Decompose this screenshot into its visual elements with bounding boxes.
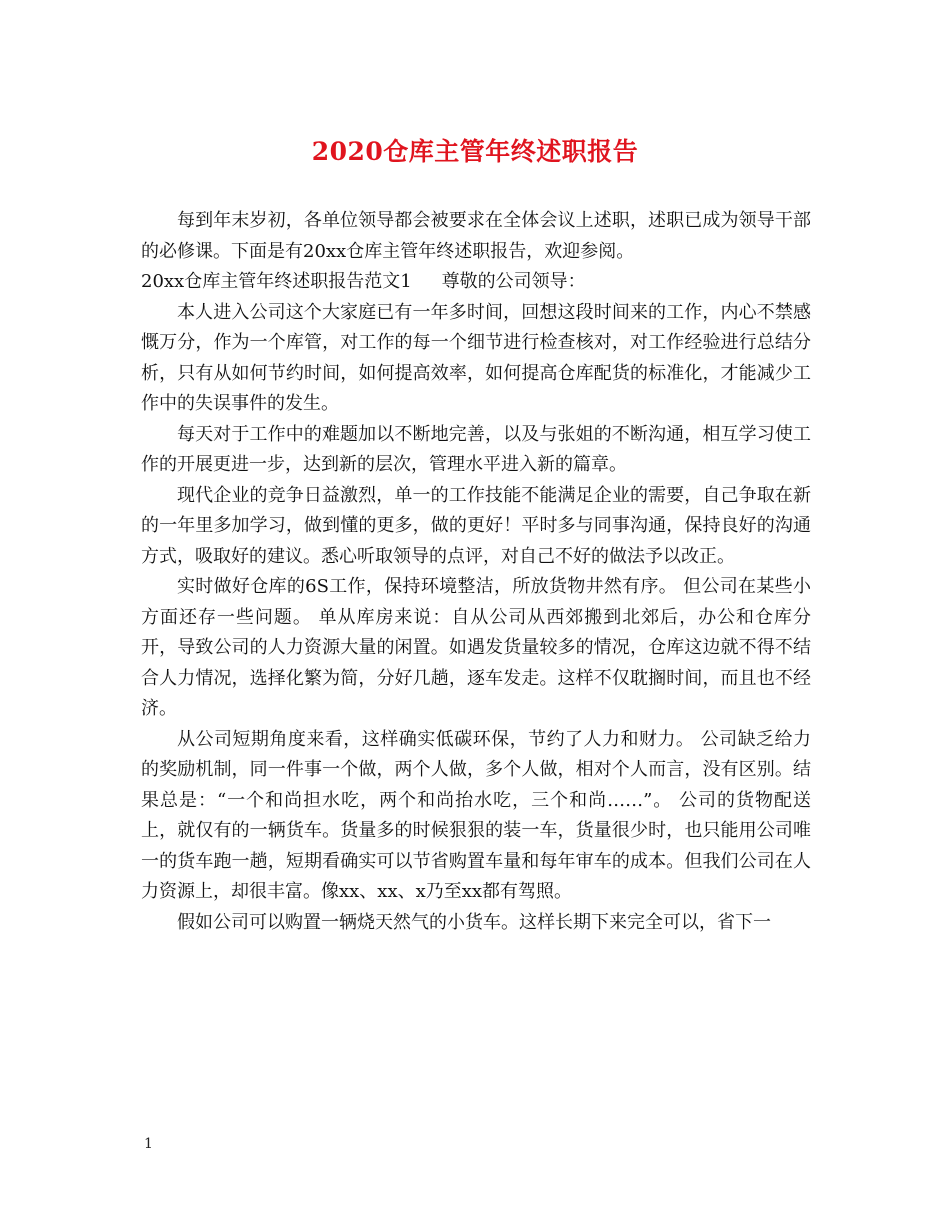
salutation: 尊敬的公司领导： (441, 271, 586, 292)
body-paragraph-5: 从公司短期角度来看，这样确实低碳环保，节约了人力和财力。 公司缺乏给力的奖励机制，同一件事一个做，两个人做，多个人做，相对个人而言，没有区别。结果总是：“一个和尚担水吃，两个和尚抬水吃，三个和尚……”。 公司的货物配送上，就仅有的一辆货车。货量多的时候狠狠的装一车，货量很少时，也只能用公司唯一的货车跑一趟，短期看确实可以节省购置车量和每年审车的成本。但我们公司在人力资源上，却很丰富。像xx、xx、x乃至xx都有驾照。 (141, 728, 811, 902)
document-body (141, 206, 811, 938)
intro-paragraph: 每到年末岁初，各单位领导都会被要求在全体会议上述职，述职已成为领导干部的必修课。下面是有20xx仓库主管年终述职报告，欢迎参阅。 (141, 210, 811, 262)
body-paragraph-2: 每天对于工作中的难题加以不断地完善，以及与张姐的不断沟通，相互学习使工作的开展更进一步，达到新的层次，管理水平进入新的篇章。 (141, 423, 811, 475)
document-title: 2020仓库主管年终述职报告 (311, 137, 639, 166)
subheading-line (141, 267, 811, 298)
page-number: 1 (144, 1136, 153, 1152)
report-subheading: 20xx仓库主管年终述职报告范文1 (141, 271, 412, 292)
body-paragraph-6: 假如公司可以购置一辆烧天然气的小货车。这样长期下来完全可以，省下一 (177, 911, 771, 933)
body-paragraph-4: 实时做好仓库的6S工作，保持环境整洁，所放货物井然有序。 但公司在某些小方面还存一些问题。 单从库房来说：自从公司从西郊搬到北郊后，办公和仓库分开，导致公司的人力资源大量的闲置。如遇发货量较多的情况，仓库这边就不得不结合人力情况，选择化繁为简，分好几趟，逐车发走。这样不仅耽搁时间，而且也不经济。 (141, 576, 811, 719)
body-paragraph-1: 本人进入公司这个大家庭已有一年多时间，回想这段时间来的工作，内心不禁感慨万分，作为一个库管，对工作的每一个细节进行检查核对，对工作经验进行总结分析，只有从如何节约时间，如何提高效率，如何提高仓库配货的标准化，才能减少工作中的失误事件的发生。 (141, 301, 811, 414)
body-paragraph-3: 现代企业的竞争日益激烈，单一的工作技能不能满足企业的需要，自己争取在新的一年里多加学习，做到懂的更多，做的更好！平时多与同事沟通，保持良好的沟通方式，吸取好的建议。悉心听取领导的点评，对自己不好的做法予以改正。 (141, 484, 811, 567)
